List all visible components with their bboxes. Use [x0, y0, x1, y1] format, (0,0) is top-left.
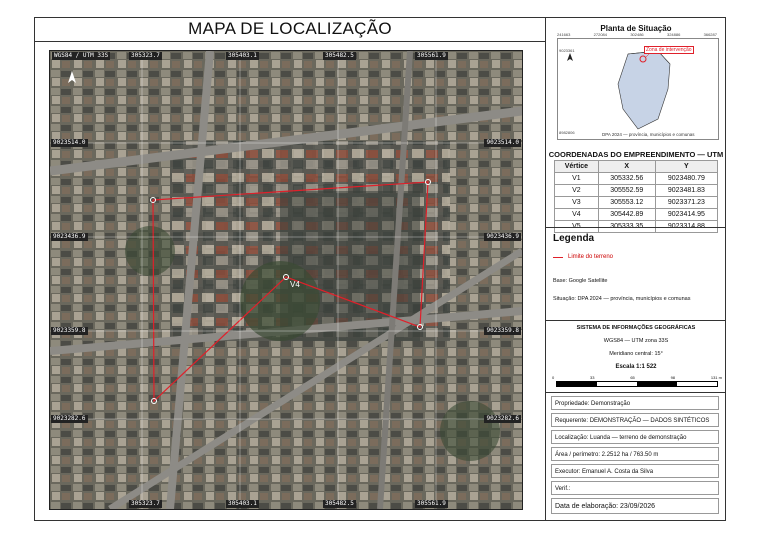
left-tick-4: 9023282.6 — [53, 415, 86, 422]
table-row: V4 305442.89 9023414.95 — [555, 209, 718, 221]
situation-title: Planta de Situação — [600, 24, 672, 33]
area-field: Área / perímetro: 2.2512 ha / 763.50 m — [551, 447, 719, 461]
coords-title: COORDENADAS DO EMPREENDIMENTO — UTM — [548, 150, 724, 159]
gis-datum: WGS84 — UTM zona 33S — [603, 338, 669, 344]
bottom-tick-4: 305561.9 — [417, 500, 446, 507]
gis-meridian: Meridiano central: 15° — [609, 351, 663, 357]
map-sheet — [34, 17, 726, 521]
left-tick-2: 9023436.9 — [53, 233, 86, 240]
satellite-map[interactable] — [49, 50, 523, 510]
vertex-label-v4: V4 — [290, 280, 300, 289]
map-title: MAPA DE LOCALIZAÇÃO — [188, 19, 392, 38]
gis-scale: Escala 1:1 522 — [615, 364, 657, 370]
right-tick-3: 9023359.8 — [486, 327, 519, 334]
legend-title: Legenda — [553, 233, 595, 244]
legend-situation: Situação: DPA 2024 — província, municípios e comunas — [553, 296, 691, 302]
applicant-field: Requerente: DEMONSTRAÇÃO — DADOS SINTÉTICOS — [551, 413, 719, 427]
scale-ticks: 0 33 65 98 131 m — [552, 375, 722, 380]
executor-field: Executor: Emanuel A. Costa da Silva — [551, 464, 719, 478]
location-field: Localização: Luanda — terreno de demonstração — [551, 430, 719, 444]
intervention-callout: Zona de intervenção — [646, 47, 692, 53]
table-row: V5 305333.35 9023314.88 — [555, 221, 718, 233]
top-tick-4: 305561.9 — [417, 52, 446, 59]
right-tick-4: 9023282.6 — [486, 415, 519, 422]
crs-label: WGS84 / UTM 33S — [54, 52, 109, 59]
coords-table — [554, 160, 718, 233]
satellite-map-canvas — [50, 51, 522, 509]
boundary-line-icon — [553, 257, 563, 258]
right-tick-1: 9023514.0 — [486, 139, 519, 146]
situation-left-tick: 9023361 — [559, 48, 575, 53]
top-tick-3: 305482.5 — [325, 52, 354, 59]
bottom-tick-1: 305323.7 — [131, 500, 160, 507]
scale-bar — [556, 381, 718, 387]
side-panel — [545, 18, 726, 520]
bottom-tick-3: 305482.5 — [325, 500, 354, 507]
table-row: V2 305552.59 9023481.83 — [555, 185, 718, 197]
gis-title: SISTEMA DE INFORMAÇÕES GEOGRÁFICAS — [576, 325, 696, 331]
verif-field: Verif.: — [551, 481, 719, 495]
situation-map — [558, 39, 718, 139]
situation-caption: DPA 2024 — província, municípios e comunas — [602, 132, 695, 137]
table-row: V1 305332.56 9023480.79 — [555, 173, 718, 185]
left-tick-1: 9023514.0 — [53, 139, 86, 146]
title-box — [35, 18, 546, 42]
legend-base: Base: Google Satellite — [553, 278, 608, 284]
top-tick-2: 305403.1 — [228, 52, 257, 59]
situation-top-ticks: 241663 272084 302486 324886 366287 — [557, 32, 717, 37]
situation-bottom-tick: 8982806 — [559, 130, 575, 135]
left-tick-3: 9023359.8 — [53, 327, 86, 334]
situation-inset[interactable] — [557, 38, 719, 140]
coords-header-row: Vértice X Y — [555, 161, 718, 173]
table-row: V3 305553.12 9023371.23 — [555, 197, 718, 209]
date-field: Data de elaboração: 23/09/2026 — [551, 498, 719, 514]
bottom-tick-2: 305403.1 — [228, 500, 257, 507]
owner-field: Propriedade: Demonstração — [551, 396, 719, 410]
legend-item: Limite do terreno — [553, 254, 613, 260]
top-tick-1: 305323.7 — [131, 52, 160, 59]
right-tick-2: 9023436.9 — [486, 233, 519, 240]
